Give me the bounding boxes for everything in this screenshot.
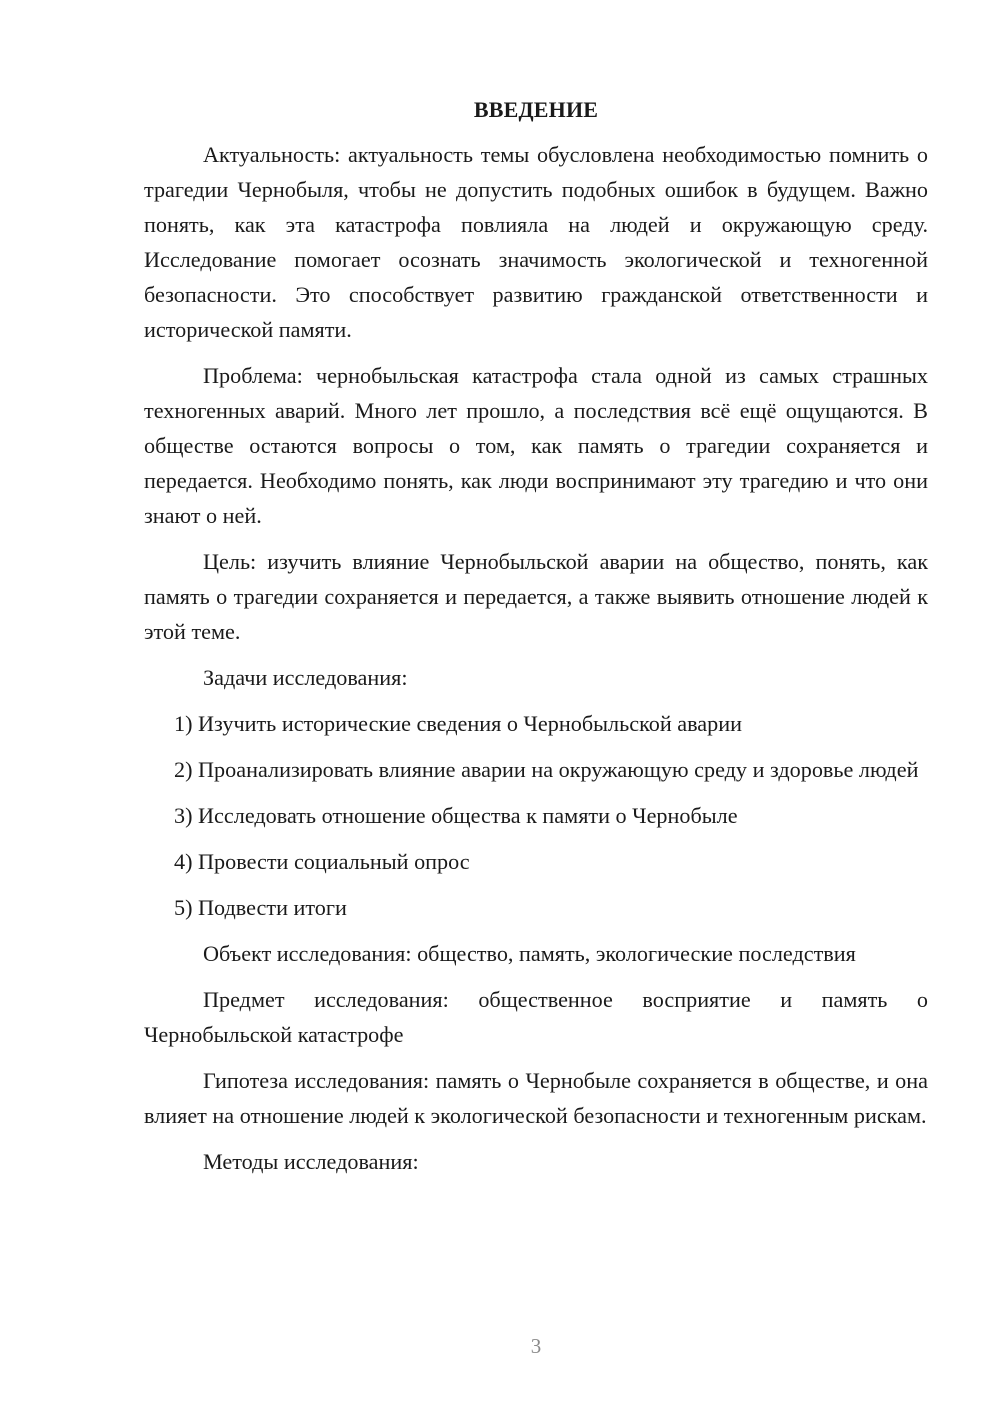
task-item-1: 1) Изучить исторические сведения о Чернобыльской аварии	[174, 711, 742, 736]
document-page	[144, 93, 928, 1190]
hypothesis-paragraph: Гипотеза исследования: память о Чернобыле сохраняется в обществе, и она влияет на отношение людей к экологической безопасности и техногенным рискам.	[144, 1068, 928, 1128]
object-paragraph: Объект исследования: общество, память, экологические последствия	[203, 941, 856, 966]
methods-label: Методы исследования:	[203, 1149, 419, 1174]
problem-paragraph: Проблема: чернобыльская катастрофа стала одной из самых страшных техногенных аварий. Много лет прошло, а последствия всё ещё ощущаются. В обществе остаются вопросы о том, как память о трагедии сохраняется и передается. Необходимо понять, как люди воспринимают эту трагедию и что они знают о ней.	[144, 363, 928, 528]
task-item-5: 5) Подвести итоги	[174, 895, 347, 920]
tasks-label: Задачи исследования:	[203, 665, 408, 690]
page-title: ВВЕДЕНИЕ	[473, 97, 599, 122]
task-item-4: 4) Провести социальный опрос	[174, 849, 470, 874]
task-item-3: 3) Исследовать отношение общества к памяти о Чернобыле	[174, 803, 738, 828]
goal-paragraph: Цель: изучить влияние Чернобыльской аварии на общество, понять, как память о трагедии сохраняется и передается, а также выявить отношение людей к этой теме.	[144, 549, 928, 644]
relevance-paragraph: Актуальность: актуальность темы обусловлена необходимостью помнить о трагедии Чернобыля, чтобы не допустить подобных ошибок в будущем. Важно понять, как эта катастрофа повлияла на людей и окружающую среду. Исследование помогает осознать значимость экологической и техногенной безопасности. Это способствует развитию гражданской ответственности и исторической памяти.	[144, 142, 928, 342]
task-item-2: 2) Проанализировать влияние аварии на окружающую среду и здоровье людей	[174, 757, 919, 782]
subject-paragraph: Предмет исследования: общественное восприятие и память о Чернобыльской катастрофе	[144, 987, 928, 1047]
page-number: 3	[530, 1334, 542, 1358]
